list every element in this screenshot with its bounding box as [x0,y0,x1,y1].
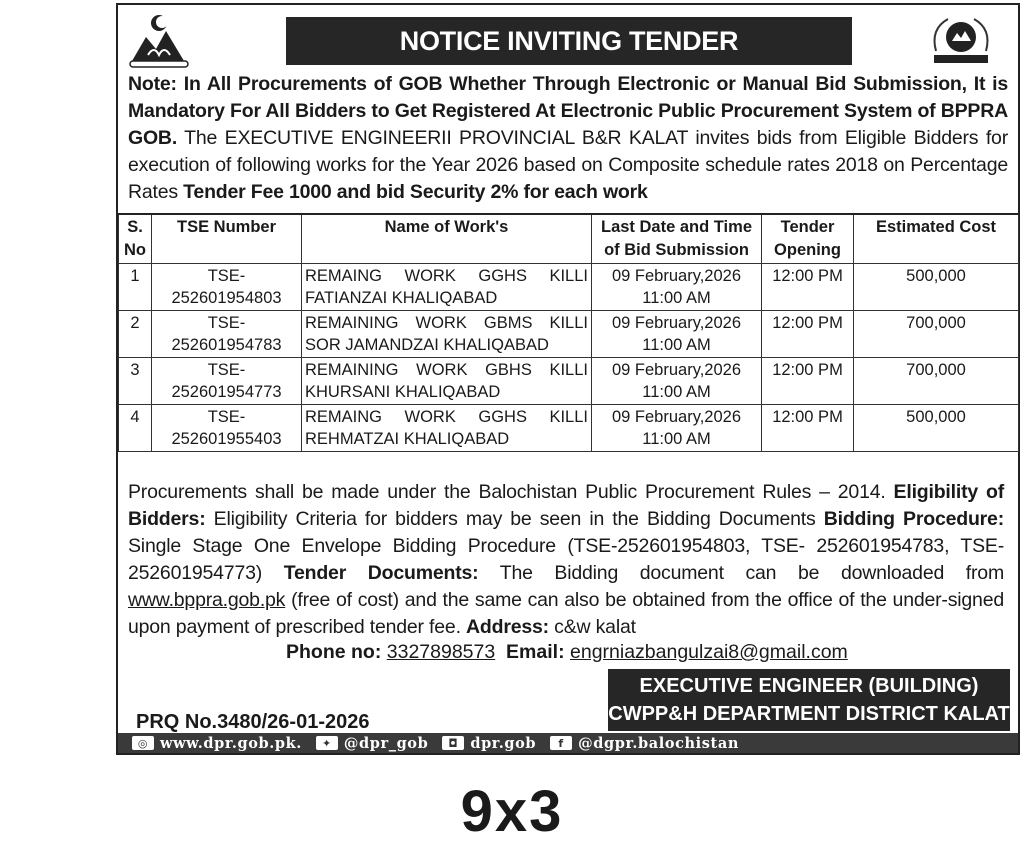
tender-table [118,213,1019,452]
footer-facebook[interactable]: f @dgpr.balochistan [550,735,739,752]
ad-size-label: 9x3 [460,779,564,844]
row-cost: 500,000 [854,405,1019,452]
prq-number: PRQ No.3480/26-01-2026 [136,711,370,733]
registration-note: Note: In All Procurements of GOB Whether Through Electronic or Manual Bid Submission, It is Mandatory For All Bidders to Get Registered At Electronic Public Procurement System of BPPRA GOB. [128,73,1008,149]
row-sno: 3 [119,358,152,405]
row-tse: TSE- 252601955403 [152,405,302,452]
row-work: REMAING WORK GGHS KILLI FATIANZAI KHALIQABAD [302,264,592,311]
row-opening: 12:00 PM [762,264,854,311]
row-date: 09 February,2026 11:00 AM [592,264,762,311]
signature-department: CWPP&H DEPARTMENT DISTRICT KALAT [608,703,1010,725]
header-tse: TSE Number [152,214,302,264]
row-opening: 12:00 PM [762,311,854,358]
intro-paragraph [128,71,1008,206]
footer-bar [118,733,1018,753]
row-work: REMAINING WORK GBHS KILLI KHURSANI KHALIQABAD [302,358,592,405]
address-label: Address: [466,616,549,638]
header-date: Last Date and Time of Bid Submission [592,214,762,264]
row-sno: 2 [119,311,152,358]
notice-title: NOTICE INVITING TENDER [286,17,852,65]
phone-label: Phone no: [286,641,382,663]
row-opening: 12:00 PM [762,358,854,405]
eligibility-label: Eligibility of Bidders: [128,481,1004,530]
row-work: REMAINING WORK GBMS KILLI SOR JAMANDZAI KHALIQABAD [302,311,592,358]
row-tse: TSE- 252601954783 [152,311,302,358]
row-tse: TSE- 252601954773 [152,358,302,405]
header-work: Name of Work's [302,214,592,264]
table-header-row [119,214,1019,264]
row-tse: TSE- 252601954803 [152,264,302,311]
table-row [119,405,1019,452]
header-cost: Estimated Cost [854,214,1019,264]
bppra-link[interactable]: www.bppra.gob.pk [128,589,286,611]
header-sno: S. No [119,214,152,264]
email-label: Email: [506,641,565,663]
email-link[interactable]: engrniazbangulzai8@gmail.com [570,641,848,663]
row-sno: 4 [119,405,152,452]
row-cost: 700,000 [854,311,1019,358]
row-date: 09 February,2026 11:00 AM [592,405,762,452]
globe-icon: ◎ [132,736,154,750]
facebook-icon: f [550,736,572,750]
header-opening: Tender Opening [762,214,854,264]
contact-line [286,641,848,664]
footer-instagram[interactable]: ◘ dpr.gob [442,735,536,752]
row-date: 09 February,2026 11:00 AM [592,311,762,358]
procurement-terms: Procurements shall be made under the Balochistan Public Procurement Rules – 2014. Eligibility of Bidders: Eligibility Criteria for bidders may be seen in the Bidding Documents Bidding Procedure: Single Stage One Envelope Bidding Procedure (TSE-252601954803, TSE- 252601954783, TSE-252601954773) Tender Documents: The Bidding document can be downloaded from www.bppra.gob.pk (free of cost) and the same can also be obtained from the office of the under-signed upon payment of prescribed tender fee. Address: c&w kalat [128,481,1004,638]
department-seal-icon [928,11,994,73]
table-row [119,264,1019,311]
row-cost: 700,000 [854,358,1019,405]
table-row [119,311,1019,358]
instagram-icon: ◘ [442,736,464,750]
row-date: 09 February,2026 11:00 AM [592,358,762,405]
table-row [119,358,1019,405]
invitation-text: The EXECUTIVE ENGINEERII PROVINCIAL B&R KALAT invites bids from Eligible Bidders for execution of following works for the Year 2026 based on Composite schedule rates 2018 on Percentage Rates [128,127,1008,203]
phone-number[interactable]: 3327898573 [386,641,496,663]
row-sno: 1 [119,264,152,311]
documents-label: Tender Documents: [283,562,479,584]
signature-block [608,669,1010,731]
row-opening: 12:00 PM [762,405,854,452]
tender-notice [116,3,1020,755]
footer-twitter[interactable]: ✦ @dpr_gob [316,735,428,752]
procedure-label: Bidding Procedure: [823,508,1004,530]
twitter-icon: ✦ [316,736,338,750]
row-cost: 500,000 [854,264,1019,311]
balochistan-emblem-icon [126,11,192,73]
footer-web[interactable]: ◎ www.dpr.gob.pk. [132,735,302,752]
tender-fee: Tender Fee 1000 and bid Security 2% for each work [183,181,648,203]
row-work: REMAING WORK GGHS KILLI REHMATZAI KHALIQABAD [302,405,592,452]
signature-title: EXECUTIVE ENGINEER (BUILDING) [639,675,979,697]
